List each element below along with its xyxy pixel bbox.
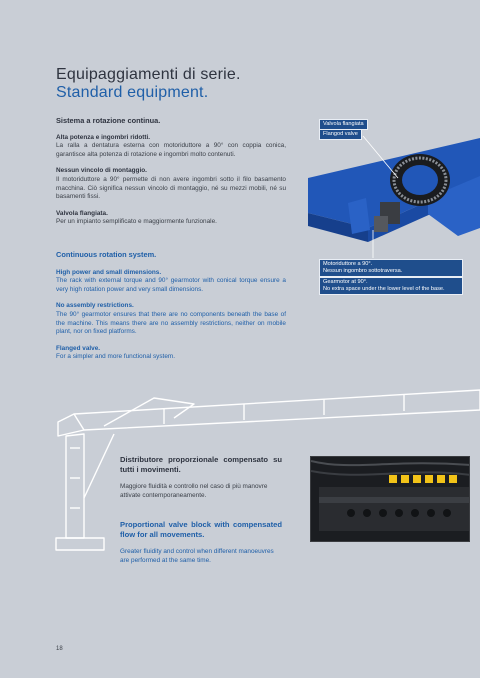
item-heading: Nessun vincolo di montaggio. bbox=[56, 167, 147, 175]
item-heading: Alta potenza e ingombri ridotti. bbox=[56, 133, 151, 141]
item-text: La ralla a dentatura esterna con motoriduttore a 90° con coppia conica, garantisce alta potenza di rotazione e ingombri molto contenuti. bbox=[56, 142, 286, 158]
valve-body bbox=[319, 487, 469, 531]
item-text: Il motoriduttore a 90° permette di non avere ingombri sotto il filo basamento macchina. Ciò significa nessun vincolo di montaggio, né su mezzi mobili, né su basamenti fissi. bbox=[56, 175, 286, 201]
page-title-it: Equipaggiamenti di serie. bbox=[56, 66, 241, 83]
label-valve-it: Valvola flangiata bbox=[319, 119, 368, 130]
section-heading-it: Sistema a rotazione continua. bbox=[56, 116, 161, 125]
valve-block-text-it bbox=[120, 455, 282, 500]
item-heading: Valvola flangiata. bbox=[56, 209, 108, 217]
ring-center bbox=[402, 165, 438, 195]
item-text: The 90° gearmotor ensures that there are no components beneath the base of the machine. This means there are no assembly restrictions, neither on mobile plant, nor on fixed platforms. bbox=[56, 310, 286, 336]
item-text: Per un impianto semplificato e maggiormente funzionale. bbox=[56, 218, 217, 226]
lift-cylinder bbox=[84, 434, 114, 498]
english-text-block bbox=[56, 251, 286, 362]
italian-text-block bbox=[56, 117, 286, 227]
page-number: 18 bbox=[56, 646, 63, 652]
valve-block-heading-it: Distributore proporzionale compensato su tutti i movimenti. bbox=[120, 455, 282, 474]
section-heading-en: Continuous rotation system. bbox=[56, 250, 157, 259]
label-motor-en-line1: Gearmotor at 90°. bbox=[323, 279, 368, 285]
label-motor-it-line2: Nessun ingombro sottotraversa. bbox=[323, 268, 403, 274]
page-title-en: Standard equipment. bbox=[56, 84, 209, 101]
crane-column bbox=[66, 434, 84, 538]
valve-block-heading-en: Proportional valve block with compensated flow for all movements. bbox=[120, 520, 282, 539]
valve-block-text-it-body: Maggiore fluidità e controllo nel caso di più manovre attivate contemporaneamente. bbox=[120, 483, 268, 499]
label-valve-en: Flangod valve bbox=[319, 129, 362, 140]
label-motor-en bbox=[319, 277, 463, 295]
label-motor-en-line2: No extra space under the lower level of the base. bbox=[323, 286, 445, 292]
gearmotor-body bbox=[374, 216, 388, 232]
item-text: The rack with external torque and 90° gearmotor with conical torque ensure a very high rotation power and very small dimensions. bbox=[56, 277, 286, 293]
item-heading: No assembly restrictions. bbox=[56, 302, 134, 310]
label-motor-it-line1: Motoriduttore a 90°. bbox=[323, 261, 373, 267]
boom bbox=[74, 390, 480, 430]
valve-block-text-en-body: Greater fluidity and control when different manoeuvres are performed at the same time. bbox=[120, 548, 274, 564]
label-motor-it bbox=[319, 259, 463, 277]
item-text: For a simpler and more functional system. bbox=[56, 353, 175, 361]
crane-base bbox=[56, 538, 104, 550]
valve-block-text-en bbox=[120, 520, 282, 565]
valve-block-photo-graphic bbox=[311, 457, 470, 542]
item-heading: High power and small dimensions. bbox=[56, 268, 162, 276]
item-heading: Flanged valve. bbox=[56, 344, 101, 352]
valve-block-photo bbox=[310, 456, 470, 542]
